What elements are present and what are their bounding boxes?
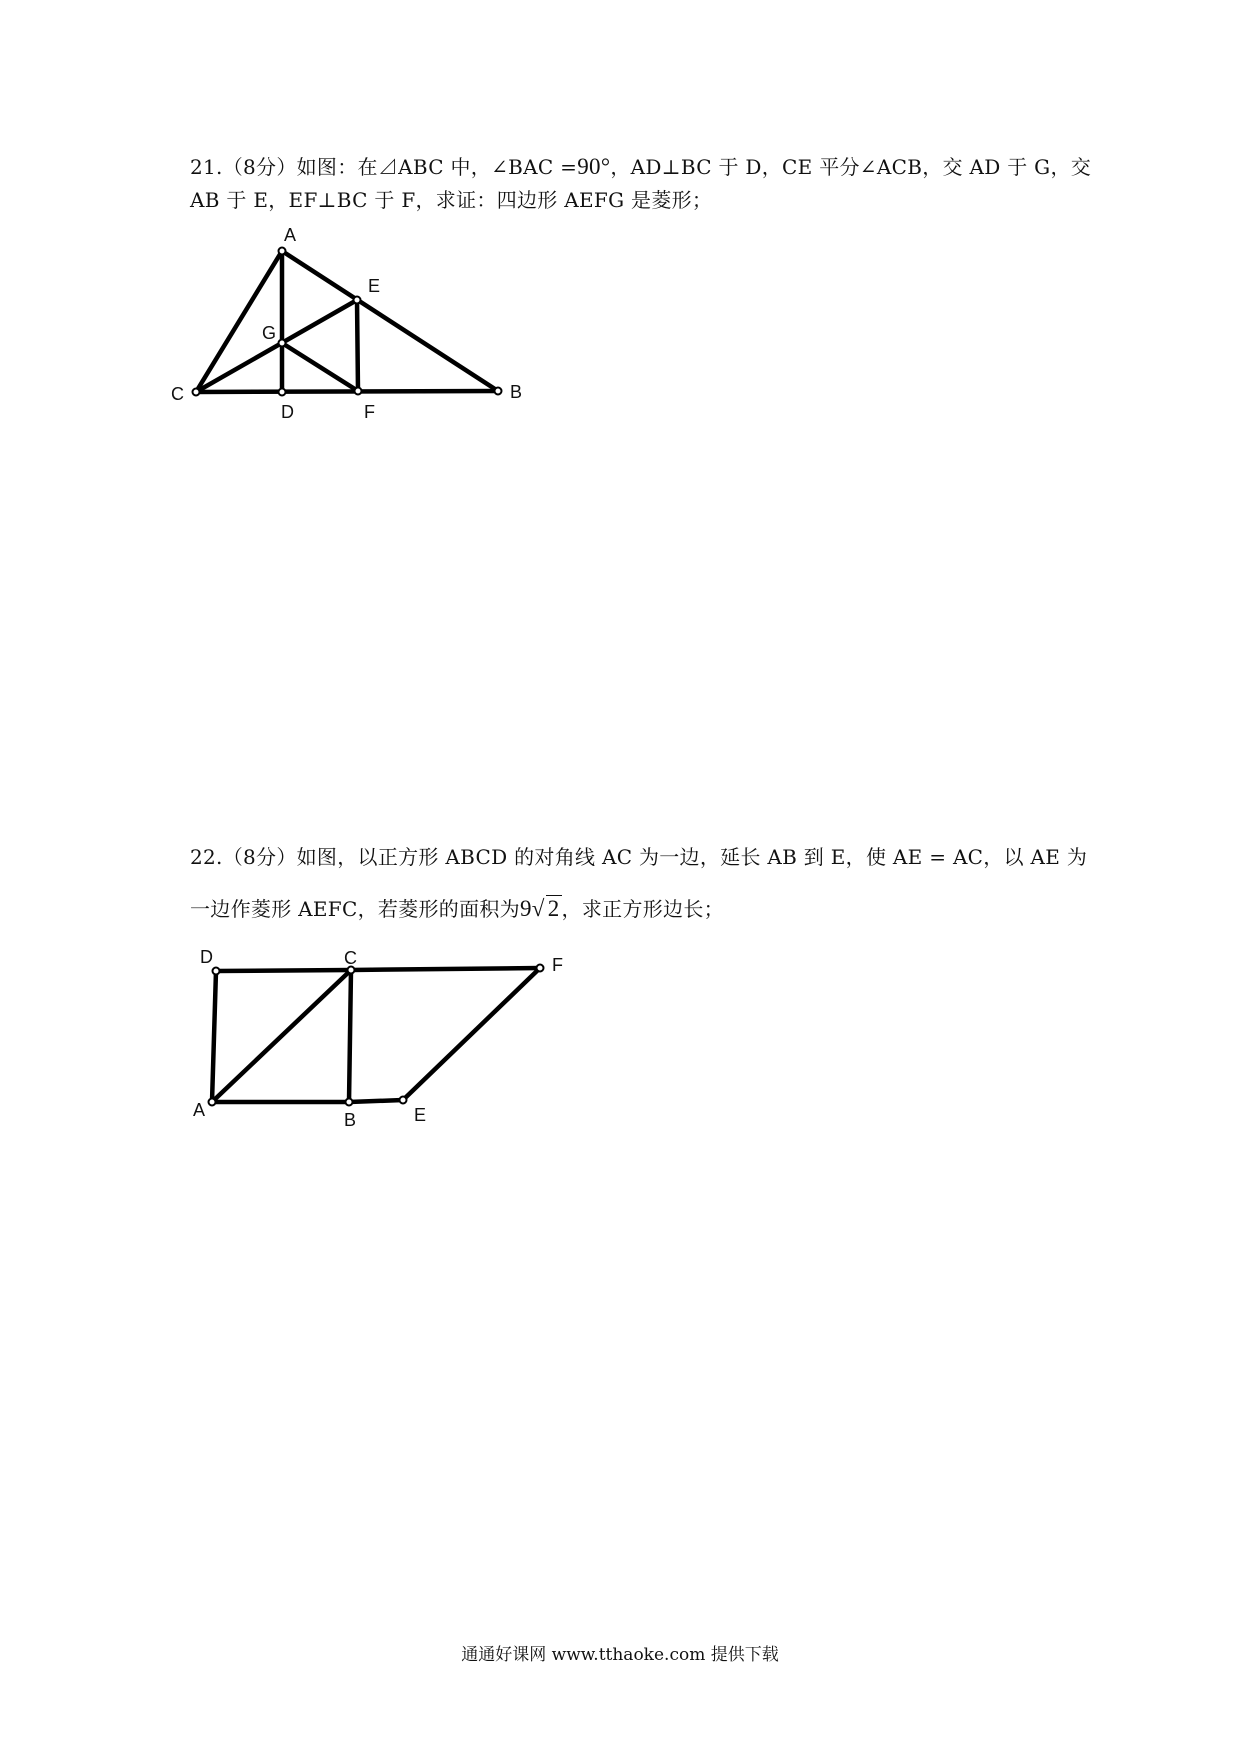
label-e: E [368, 276, 381, 296]
segment-da [212, 971, 216, 1102]
segment-ef [357, 300, 358, 391]
area-radicand: 2 [547, 896, 560, 921]
q21-line1-a: 21.（8分）如图：在⊿ABC 中，∠BAC = [190, 155, 578, 179]
label-d: D [281, 402, 294, 422]
label-f: F [364, 402, 375, 422]
segment-cf [351, 968, 540, 970]
point-a [279, 248, 286, 255]
footer-text: 通通好课网 www.tthaoke.com 提供下载 [461, 1645, 779, 1665]
segment-ac [212, 970, 351, 1102]
point-b [346, 1099, 353, 1106]
q22-line2-b: ，求正方形边长； [561, 897, 724, 921]
point-f [355, 388, 362, 395]
q22-line1: 22.（8分）如图，以正方形 ABCD 的对角线 AC 为一边，延长 AB 到 E，使 AE = AC，以 AE 为 [190, 845, 1088, 869]
q22-line2-a: 一边作菱形 AEFC，若菱形的面积为 [190, 897, 520, 921]
q21-angle-value: 90° [577, 154, 611, 179]
segment-dc [216, 970, 351, 971]
label-d: D [200, 947, 213, 967]
label-b: B [510, 382, 523, 402]
point-e [400, 1097, 407, 1104]
point-b [495, 388, 502, 395]
q22-line2 [190, 895, 724, 923]
point-a [209, 1099, 216, 1106]
point-c [193, 389, 200, 396]
point-f [537, 965, 544, 972]
segment-ab [282, 251, 498, 391]
point-e [354, 297, 361, 304]
label-a: A [284, 225, 297, 245]
point-d [213, 968, 220, 975]
q22-figure [0, 920, 1240, 1140]
segment-ef [403, 968, 540, 1100]
label-c: C [171, 384, 184, 404]
segment-ce [196, 300, 357, 392]
label-e: E [414, 1105, 427, 1125]
segment-ca [196, 251, 282, 392]
point-d [279, 389, 286, 396]
segment-be [349, 1100, 403, 1102]
q21-figure [0, 0, 1240, 460]
q21-line2: AB 于 E，EF⊥BC 于 F，求证：四边形 AEFG 是菱形； [190, 188, 713, 212]
sqrt-symbol: √ 2 [531, 896, 560, 921]
label-b: B [344, 1110, 357, 1130]
label-a: A [193, 1100, 206, 1120]
point-g [279, 340, 286, 347]
q21-line1-b: ，AD⊥BC 于 D，CE 平分∠ACB，交 AD 于 G，交 [610, 155, 1092, 179]
label-f: F [552, 955, 563, 975]
segment-cb [349, 970, 351, 1102]
segment-gf [282, 343, 358, 391]
segment-cb [196, 391, 498, 392]
label-c: C [344, 948, 357, 968]
label-g: G [262, 323, 277, 343]
area-coefficient: 9 [519, 896, 532, 921]
